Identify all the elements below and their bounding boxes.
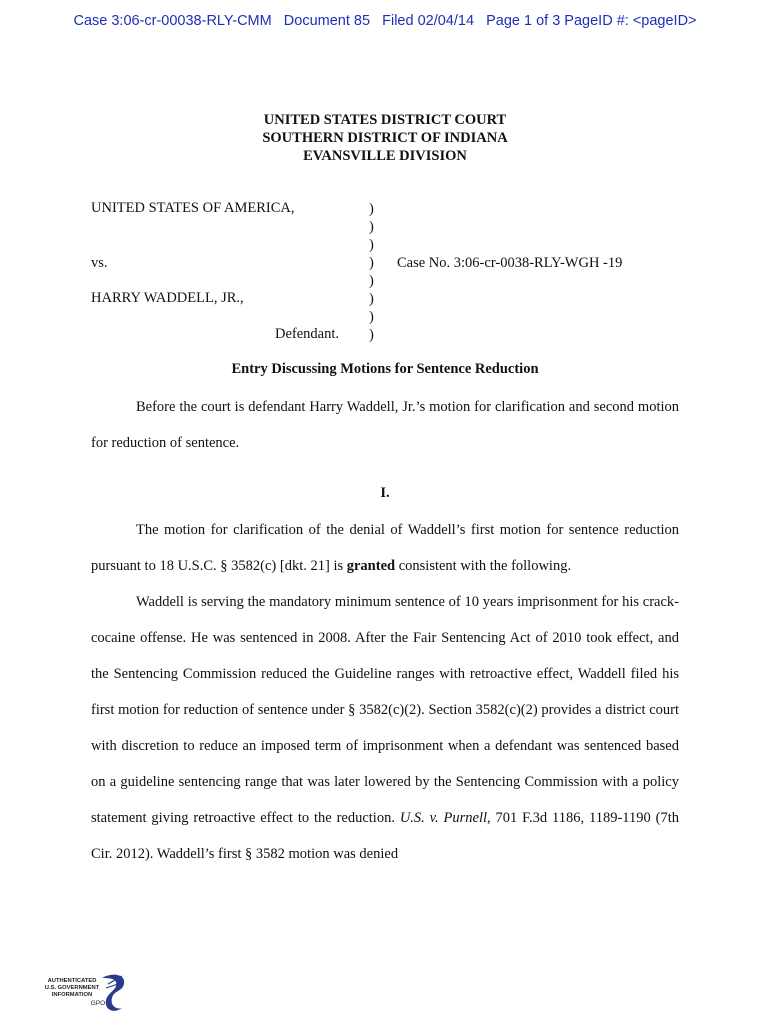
case-caption xyxy=(91,200,691,345)
gpo-seal-line3: INFORMATION xyxy=(51,992,93,998)
caption-paren: ) xyxy=(369,201,374,217)
plaintiff-name: UNITED STATES OF AMERICA, xyxy=(91,200,295,216)
gpo-seal-line2: U.S. GOVERNMENT xyxy=(44,985,100,991)
gpo-eagle-icon xyxy=(42,972,132,1016)
caption-paren: ) xyxy=(369,237,374,253)
defendant-label: Defendant. xyxy=(275,326,340,342)
background-text: Waddell is serving the mandatory minimum sentence of 10 years imprisonment for his crack-cocaine offense. He was sentenced in 2008. After the Fair Sentencing Act of 2010 took effect, and the Sentencing Commission reduced the Guideline ranges with retroactive effect, Waddell filed his first motion for reduction of sentence under § 3582(c)(2). Section 3582(c)(2) provides a district court with discretion to reduce an imposed term of imprisonment when a defendant was sentenced based on a guideline sentencing range that was later lowered by the Sentencing Commission with a policy statement giving retroactive effect to the reduction. xyxy=(91,594,679,826)
caption-paren: ) xyxy=(369,255,374,271)
versus-label: vs. xyxy=(91,255,108,271)
clarification-text-end: consistent with the following. xyxy=(395,558,572,574)
caption-paren: ) xyxy=(369,273,374,289)
defendant-name: HARRY WADDELL, JR., xyxy=(91,290,244,306)
clarification-text: The motion for clarification of the denial of Waddell’s first motion for sentence reduction pursuant to 18 U.S.C. § 3582(c) [dkt. 21] is xyxy=(91,522,679,574)
ecf-header-stamp: Case 3:06-cr-00038-RLY-CMM Document 85 Filed 02/04/14 Page 1 of 3 PageID #: <pageID> xyxy=(73,13,697,29)
gpo-authentication-seal xyxy=(42,972,132,1016)
gpo-seal-line4: GPO xyxy=(90,1000,106,1007)
caption-paren: ) xyxy=(369,219,374,235)
caption-paren: ) xyxy=(369,291,374,307)
section-heading: I. xyxy=(380,485,390,501)
caption-paren: ) xyxy=(369,309,374,325)
caption-paren: ) xyxy=(369,327,374,343)
court-division-line: EVANSVILLE DIVISION xyxy=(303,148,467,164)
case-citation: U.S. v. Purnell xyxy=(399,810,488,826)
background-text-end: , 701 F.3d 1186, 1189-1190 (7th Cir. 2012). Waddell’s first § 3582 motion was denied xyxy=(91,810,679,862)
granted-emphasis: granted xyxy=(346,558,396,574)
court-district-line: SOUTHERN DISTRICT OF INDIANA xyxy=(262,130,508,146)
case-number: Case No. 3:06-cr-0038-RLY-WGH -19 xyxy=(397,255,623,271)
court-name-line: UNITED STATES DISTRICT COURT xyxy=(263,112,507,128)
caption-parentheses xyxy=(369,200,374,344)
court-heading xyxy=(0,111,770,165)
clarification-paragraph xyxy=(91,512,679,584)
entry-title: Entry Discussing Motions for Sentence Reduction xyxy=(231,361,539,377)
intro-paragraph: Before the court is defendant Harry Waddell, Jr.’s motion for clarification and second motion for reduction of sentence. xyxy=(91,399,679,451)
background-paragraph xyxy=(91,584,679,872)
gpo-seal-line1: AUTHENTICATED xyxy=(47,978,97,984)
